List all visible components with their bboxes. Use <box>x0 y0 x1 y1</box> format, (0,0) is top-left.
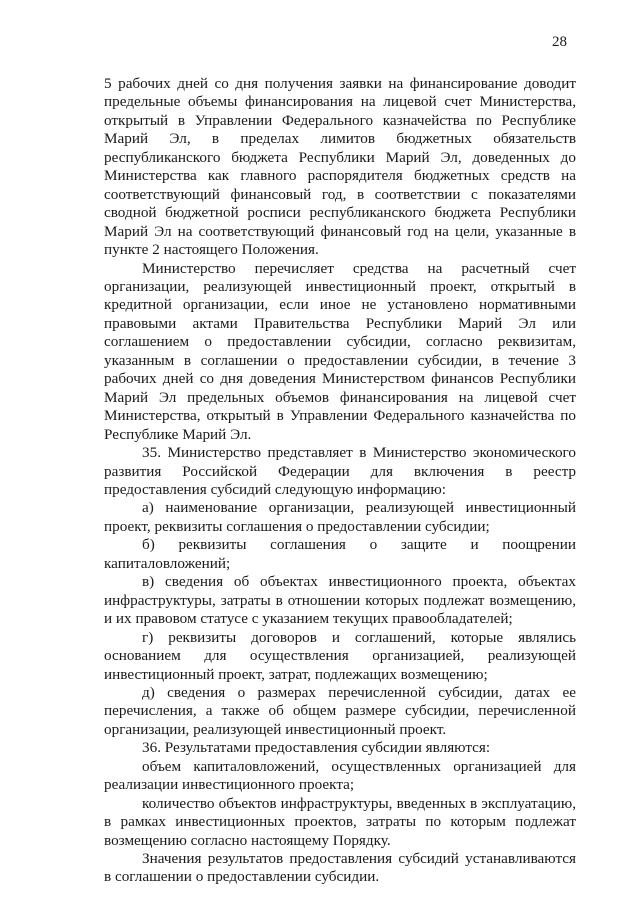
page-number: 28 <box>552 34 567 50</box>
document-body <box>104 75 576 887</box>
list-item-g: г) реквизиты договоров и соглашений, которые являлись основанием для осуществления организацией, реализующей инвестиционный проект, затрат, подлежащих возмещению; <box>104 628 576 683</box>
paragraph-funding-limits: 5 рабочих дней со дня получения заявки на финансирование доводит предельные объемы финансирования на лицевой счет Министерства, открытый в Управлении Федерального казначейства по Республике Марий Эл, в пределах лимитов бюджетных обязательств республиканского бюджета Республики Марий Эл, доведенных до Министерства как главного распорядителя бюджетных средств на соответствующий финансовый год, в соответствии с показателями сводной бюджетной росписи республиканского бюджета Республики Марий Эл на соответствующий финансовый год на цели, указанные в пункте 2 настоящего Положения. <box>104 75 576 259</box>
result-infrastructure-count: количество объектов инфраструктуры, введенных в эксплуатацию, в рамках инвестиционных проектов, затраты по которым подлежат возмещению согласно настоящему Порядку. <box>104 794 576 849</box>
result-capital-investment: объем капиталовложений, осуществленных организацией для реализации инвестиционного проекта; <box>104 757 576 794</box>
list-item-v: в) сведения об объектах инвестиционного проекта, объектах инфраструктуры, затраты в отношении которых подлежат возмещению, и их правовом статусе с указанием текущих правообладателей; <box>104 573 576 628</box>
list-item-a: а) наименование организации, реализующей инвестиционный проект, реквизиты соглашения о предоставлении субсидии; <box>104 499 576 535</box>
list-item-b: б) реквизиты соглашения о защите и поощрении капиталовложений; <box>104 536 576 572</box>
list-item-d: д) сведения о размерах перечисленной субсидии, датах ее перечисления, а также об общем размере субсидии, перечисленной организации, реализующей инвестиционный проект. <box>104 683 576 738</box>
paragraph-transfer: Министерство перечисляет средства на расчетный счет организации, реализующей инвестиционный проект, открытый в кредитной организации, если иное не установлено нормативными правовыми актами Правительства Республики Марий Эл или соглашением о предоставлении субсидии, согласно реквизитам, указанным в соглашении о предоставлении субсидии, в течение 3 рабочих дней со дня доведения Министерством финансов Республики Марий Эл предельных объемов финансирования на лицевой счет Министерства, открытый в Управлении Федерального казначейства по Республике Марий Эл. <box>104 259 576 443</box>
paragraph-item-36: 36. Результатами предоставления субсидии являются: <box>142 739 491 757</box>
paragraph-result-values: Значения результатов предоставления субсидий устанавливаются в соглашении о предоставлении субсидии. <box>104 850 576 886</box>
paragraph-item-35: 35. Министерство представляет в Министерство экономического развития Российской Федерации для включения в реестр предоставления субсидий следующую информацию: <box>104 444 576 498</box>
